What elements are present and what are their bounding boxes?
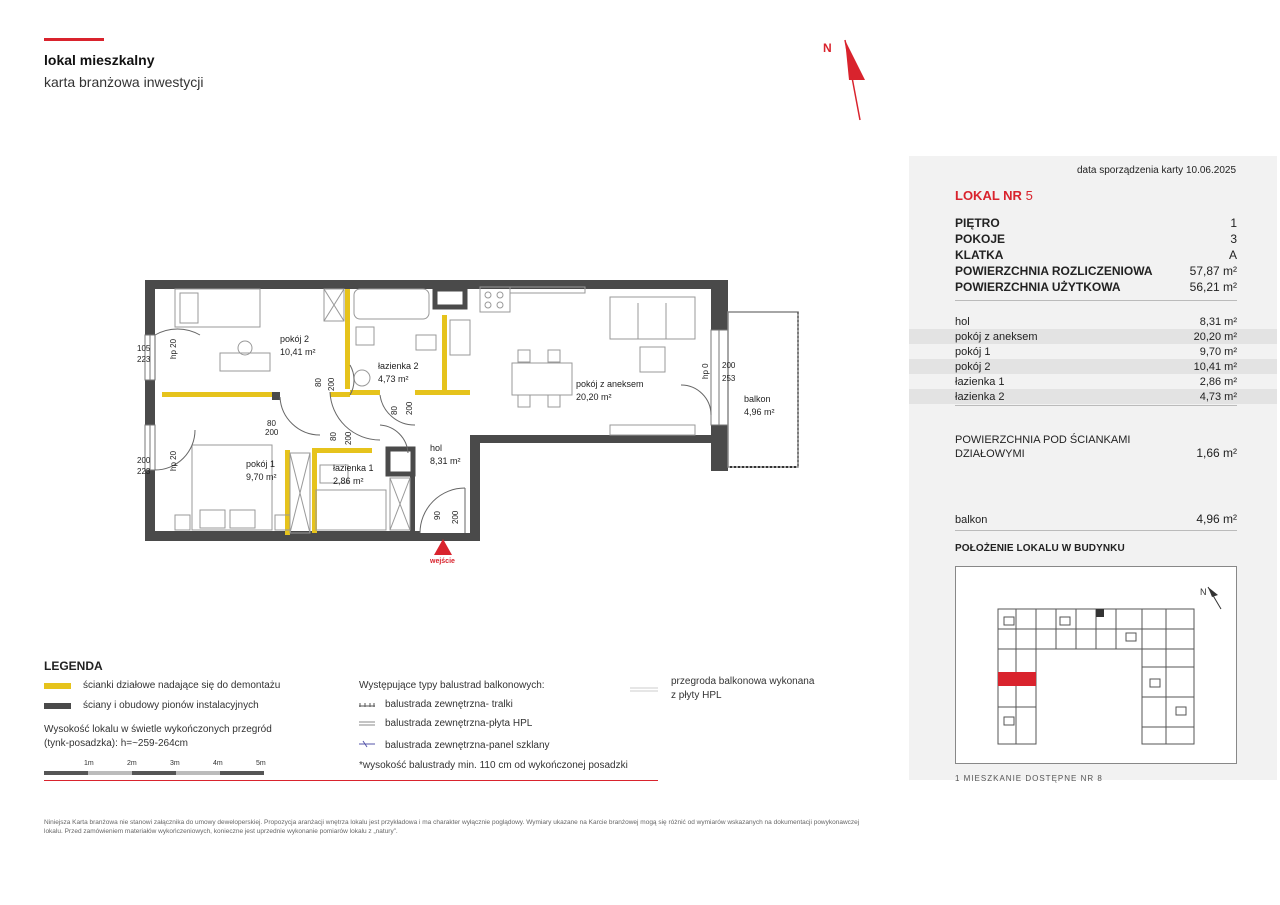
building-minimap	[955, 566, 1237, 764]
legend-gray-text: ściany i obudowy pionów instalacyjnych	[83, 700, 259, 711]
room-area: 4,96 m²	[744, 407, 775, 417]
room-label: łazienka 1	[333, 463, 374, 473]
legend-yellow-text: ścianki działowe nadające się do demontażu	[83, 680, 281, 691]
balkon-label: balkon	[955, 514, 988, 526]
room-label: łazienka 2	[378, 361, 419, 371]
room-area-row: hol 8,31 m²	[955, 315, 1237, 328]
divider	[955, 405, 1237, 406]
date-label: data sporządzenia karty 10.06.2025	[1077, 165, 1236, 176]
partition-line1: przegroda balkonowa wykonana	[671, 676, 815, 687]
balustrade-note: *wysokość balustrady min. 110 cm od wykończonej posadzki	[359, 760, 628, 771]
minimap-north: N	[1200, 587, 1207, 597]
scale-label: 1m	[84, 760, 94, 767]
room-label: balkon	[744, 394, 771, 404]
room-area: 20,20 m²	[576, 392, 612, 402]
dim-label: 90	[433, 511, 442, 520]
info-row: POWIERZCHNIA UŻYTKOWA 56,21 m²	[955, 280, 1237, 294]
dim-label: hp 20	[169, 450, 178, 471]
dim-label: 200	[137, 456, 151, 465]
room-label: hol	[430, 443, 443, 453]
room-area: 10,41 m²	[280, 347, 316, 357]
partition-line2: z płyty HPL	[671, 690, 722, 701]
dim-label: 223	[137, 355, 151, 364]
dim-label: 80	[267, 419, 276, 428]
dim-label: hp 20	[169, 338, 178, 359]
balkon-value: 4,96 m²	[1196, 512, 1237, 526]
balustrade-1: balustrada zewnętrzna- tralki	[385, 699, 513, 710]
room-label: pokój z aneksem	[576, 379, 644, 389]
room-area-row: pokój z aneksem 20,20 m²	[909, 329, 1277, 344]
entrance-label: wejście	[430, 558, 455, 565]
page-subtitle: karta branżowa inwestycji	[44, 74, 204, 90]
room-label: pokój 2	[280, 334, 310, 344]
tralki-icon	[358, 700, 376, 710]
legend-title: LEGENDA	[44, 659, 103, 673]
room-area: 2,86 m²	[333, 476, 364, 486]
dim-label: 80	[390, 406, 399, 415]
header-accent-bar	[44, 38, 104, 41]
room-area-row: pokój 2 10,41 m²	[909, 359, 1277, 374]
under-walls-label: POWIERZCHNIA POD ŚCIANKAMI DZIAŁOWYMI	[955, 434, 1131, 460]
dim-label: 200	[722, 361, 736, 370]
divider	[955, 530, 1237, 531]
divider	[955, 300, 1237, 301]
dim-label: 200	[405, 401, 414, 415]
legend-separator	[44, 780, 658, 781]
legend-height-line2: (tynk-posadzka): h=~259-264cm	[44, 738, 188, 749]
partition-icon	[630, 686, 660, 694]
legend-swatch-yellow	[44, 683, 71, 689]
scale-label: 2m	[127, 760, 137, 767]
room-area: 8,31 m²	[430, 456, 461, 466]
lokal-title	[955, 188, 1033, 203]
room-area-row: łazienka 2 4,73 m²	[909, 389, 1277, 404]
room-area: 9,70 m²	[246, 472, 277, 482]
dim-label: 80	[329, 432, 338, 441]
balustrade-title: Występujące typy balustrad balkonowych:	[359, 680, 545, 691]
hpl-panel-icon	[358, 720, 376, 728]
scale-label: 4m	[213, 760, 223, 767]
position-title: POŁOŻENIE LOKALU W BUDYNKU	[955, 543, 1125, 554]
lokal-label: LOKAL NR	[955, 188, 1022, 203]
info-row: POWIERZCHNIA ROZLICZENIOWA 57,87 m²	[955, 264, 1237, 278]
dim-label: 105	[137, 344, 151, 353]
balustrade-2: balustrada zewnętrzna-płyta HPL	[385, 718, 533, 729]
compass-icon	[815, 35, 875, 125]
page-title: lokal mieszkalny	[44, 52, 155, 68]
room-area-row: pokój 1 9,70 m²	[955, 345, 1237, 358]
scale-bar	[44, 771, 264, 775]
info-row: KLATKA A	[955, 248, 1237, 262]
lokal-number: 5	[1025, 188, 1033, 203]
room-area: 4,73 m²	[378, 374, 409, 384]
info-row: POKOJE 3	[955, 232, 1237, 246]
dim-label: hp 0	[701, 363, 710, 379]
legend-height-line1: Wysokość lokalu w świetle wykończonych przegród	[44, 724, 272, 735]
dim-label: 200	[344, 431, 353, 445]
disclaimer: Niniejsza Karta branżowa nie stanowi załącznika do umowy deweloperskiej. Propozycja aranżacji wnętrza lokalu jest przykładowa i ma charakter wyłącznie poglądowy. Wymiary ukazane na Karcie branżowej mogą się różnić od wymiarów wskazanych na dokumentacji powykonawczej lokalu. Przed zamówieniem materiałów wykończeniowych, konieczne jest uprzednie wykonanie pomiarów lokalu z „natury”.	[44, 819, 860, 835]
info-row: PIĘTRO 1	[955, 216, 1237, 230]
floor-plan	[137, 275, 810, 575]
balustrade-3: balustrada zewnętrzna-panel szklany	[385, 740, 550, 751]
dim-label: 200	[451, 510, 460, 524]
glass-panel-icon	[358, 740, 376, 748]
dim-label: 80	[314, 378, 323, 387]
room-label: pokój 1	[246, 459, 276, 469]
under-walls-value: 1,66 m²	[1196, 446, 1237, 460]
panel-cut-text: 1 MIESZKANIE DOSTĘPNE NR 8	[955, 774, 1103, 783]
dim-label: 200	[327, 377, 336, 391]
building-plan-icon	[956, 567, 1236, 763]
dim-label: 253	[722, 374, 736, 383]
dim-label: 223	[137, 467, 151, 476]
dim-label: 200	[265, 428, 279, 437]
legend-swatch-gray	[44, 703, 71, 709]
scale-label: 5m	[256, 760, 266, 767]
scale-label: 3m	[170, 760, 180, 767]
compass-letter: N	[823, 41, 832, 55]
room-area-row: łazienka 1 2,86 m²	[955, 375, 1237, 388]
